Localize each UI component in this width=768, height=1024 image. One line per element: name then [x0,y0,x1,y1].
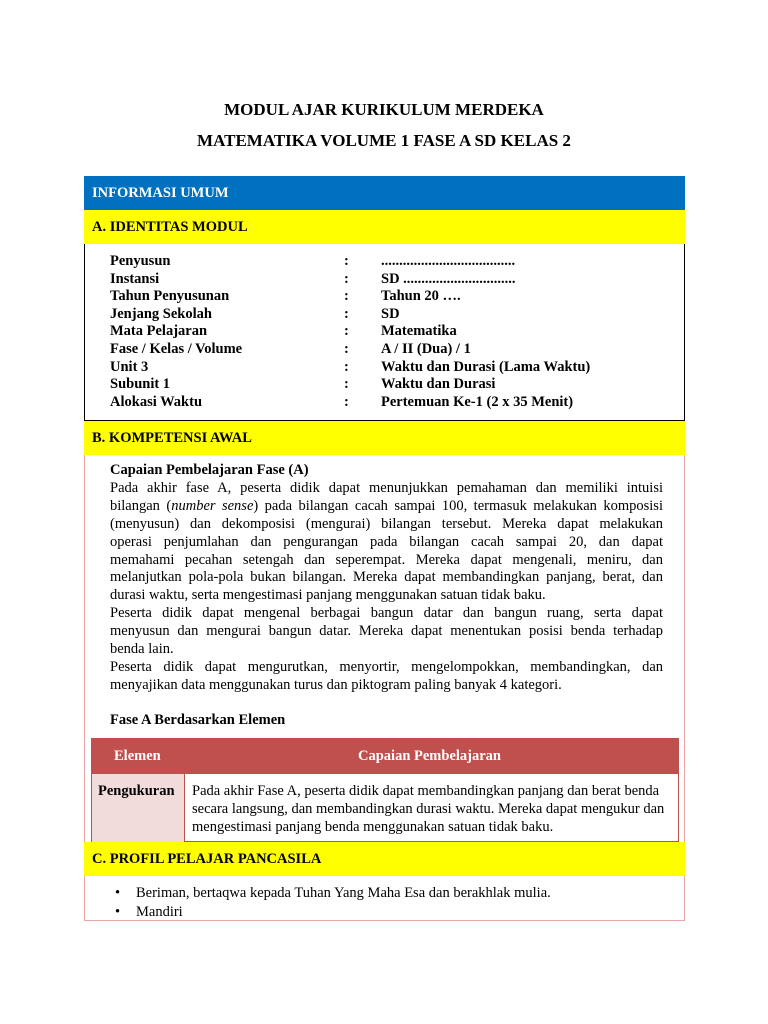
p3-line: Peserta didik dapat mengurutkan, menyortir, mengelompokkan, membandingkan, dan [110,658,663,675]
identitas-colon: : [344,376,349,393]
profil-pelajar-box [84,876,685,921]
table-header-elemen: Elemen [114,748,161,764]
identitas-label: Subunit 1 [110,376,171,393]
identitas-row [85,376,684,394]
list-item: • Beriman, bertaqwa kepada Tuhan Yang Maha Esa dan berakhlak mulia. [115,884,551,903]
identitas-value: Pertemuan Ke-1 (2 x 35 Menit) [381,393,574,410]
section-b-heading: B. KOMPETENSI AWAL [84,421,685,455]
identitas-label: Mata Pelajaran [110,323,208,340]
identitas-row [85,394,684,412]
identitas-value: SD [381,305,400,322]
identitas-row [85,253,684,271]
identitas-colon: : [344,253,349,269]
kompetensi-awal-box [84,455,685,843]
document-title: MODUL AJAR KURIKULUM MERDEKA [224,100,544,119]
table-cell-capaian: Pada akhir Fase A, peserta didik dapat membandingkan panjang dan berat benda secara langsung, dan membandingkan durasi waktu. Mereka dapat mengukur dan mengestimasi panjang benda menggunakan satuan tidak baku. [192,783,665,835]
identitas-colon: : [344,270,349,287]
identitas-value: SD ............................... [381,270,516,287]
p1-line: memahami pecahan setengah dan seperempat. Mereka dapat mengenali, meniru, dan [110,551,663,568]
p2-line: benda lain. [110,641,174,658]
elemen-table [91,738,679,842]
identitas-row [85,341,684,359]
identitas-row [85,306,684,324]
table-header-row [92,739,678,774]
p3-line: menyajikan data menggunakan turus dan piktogram paling banyak 4 kategori. [110,676,562,693]
identitas-colon: : [344,305,349,322]
identitas-colon: : [344,393,349,410]
identitas-value: Waktu dan Durasi [381,376,496,393]
p2-line: menyusun dan mengurai bangun datar. Mereka dapat menentukan posisi benda terhadap [110,623,663,640]
identitas-colon: : [344,288,349,305]
p1-line-2: bilangan (number sense) pada bilangan cacah sampai 100, termasuk melakukan komposisi [110,497,663,514]
p1-line: durasi waktu, serta mengestimasi panjang menggunakan satuan tidak baku. [110,587,546,604]
section-c-heading: C. PROFIL PELAJAR PANCASILA [84,842,685,876]
identitas-row [85,323,684,341]
identitas-value: Waktu dan Durasi (Lama Waktu) [381,358,591,375]
identitas-value: Matematika [381,323,457,340]
profil-list [115,884,551,922]
p1-line: Pada akhir fase A, peserta didik dapat menunjukkan pemahaman dan memiliki intuisi [110,480,663,496]
table-cell-elemen-text: Pengukuran [98,783,175,799]
table-header-capaian: Capaian Pembelajaran [358,748,501,764]
identitas-value: Tahun 20 …. [381,288,461,305]
list-item: • Mandiri [115,903,551,922]
identitas-colon: : [344,323,349,340]
p2-line: Peserta didik dapat mengenal berbagai bangun datar dan bangun ruang, serta dapat [110,605,663,622]
identitas-row [85,359,684,377]
table-cell-elemen [92,774,185,842]
identitas-label: Instansi [110,270,160,287]
cp-title: Capaian Pembelajaran Fase (A) [110,462,309,478]
identitas-value: ..................................... [381,253,516,269]
p1-line: (menyusun) dan dekomposisi (mengurai) bilangan tersebut. Mereka dapat melakukan [110,515,663,532]
informasi-umum-header: INFORMASI UMUM [84,176,685,210]
identitas-row [85,288,684,306]
identitas-label: Jenjang Sekolah [110,305,212,322]
identitas-label: Unit 3 [110,358,149,375]
identitas-modul-box [84,244,685,421]
identitas-label: Alokasi Waktu [110,393,203,410]
document-subtitle: MATEMATIKA VOLUME 1 FASE A SD KELAS 2 [197,131,571,150]
identitas-row [85,271,684,289]
cp-paragraph-1 [110,480,663,695]
identitas-label: Fase / Kelas / Volume [110,341,243,357]
identitas-colon: : [344,358,349,375]
section-a-heading: A. IDENTITAS MODUL [84,210,685,244]
identitas-label: Penyusun [110,253,171,269]
identitas-label: Tahun Penyusunan [110,288,230,305]
identitas-value: A / II (Dua) / 1 [381,341,471,357]
p1-line: melanjutkan pola-pola bukan bilangan. Mereka dapat membandingkan panjang, berat, dan [110,569,663,586]
p1-line: operasi penjumlahan dan pengurangan pada bilangan cacah sampai 20, dan dapat [110,533,663,550]
identitas-colon: : [344,341,349,357]
elemen-title: Fase A Berdasarkan Elemen [110,712,286,728]
